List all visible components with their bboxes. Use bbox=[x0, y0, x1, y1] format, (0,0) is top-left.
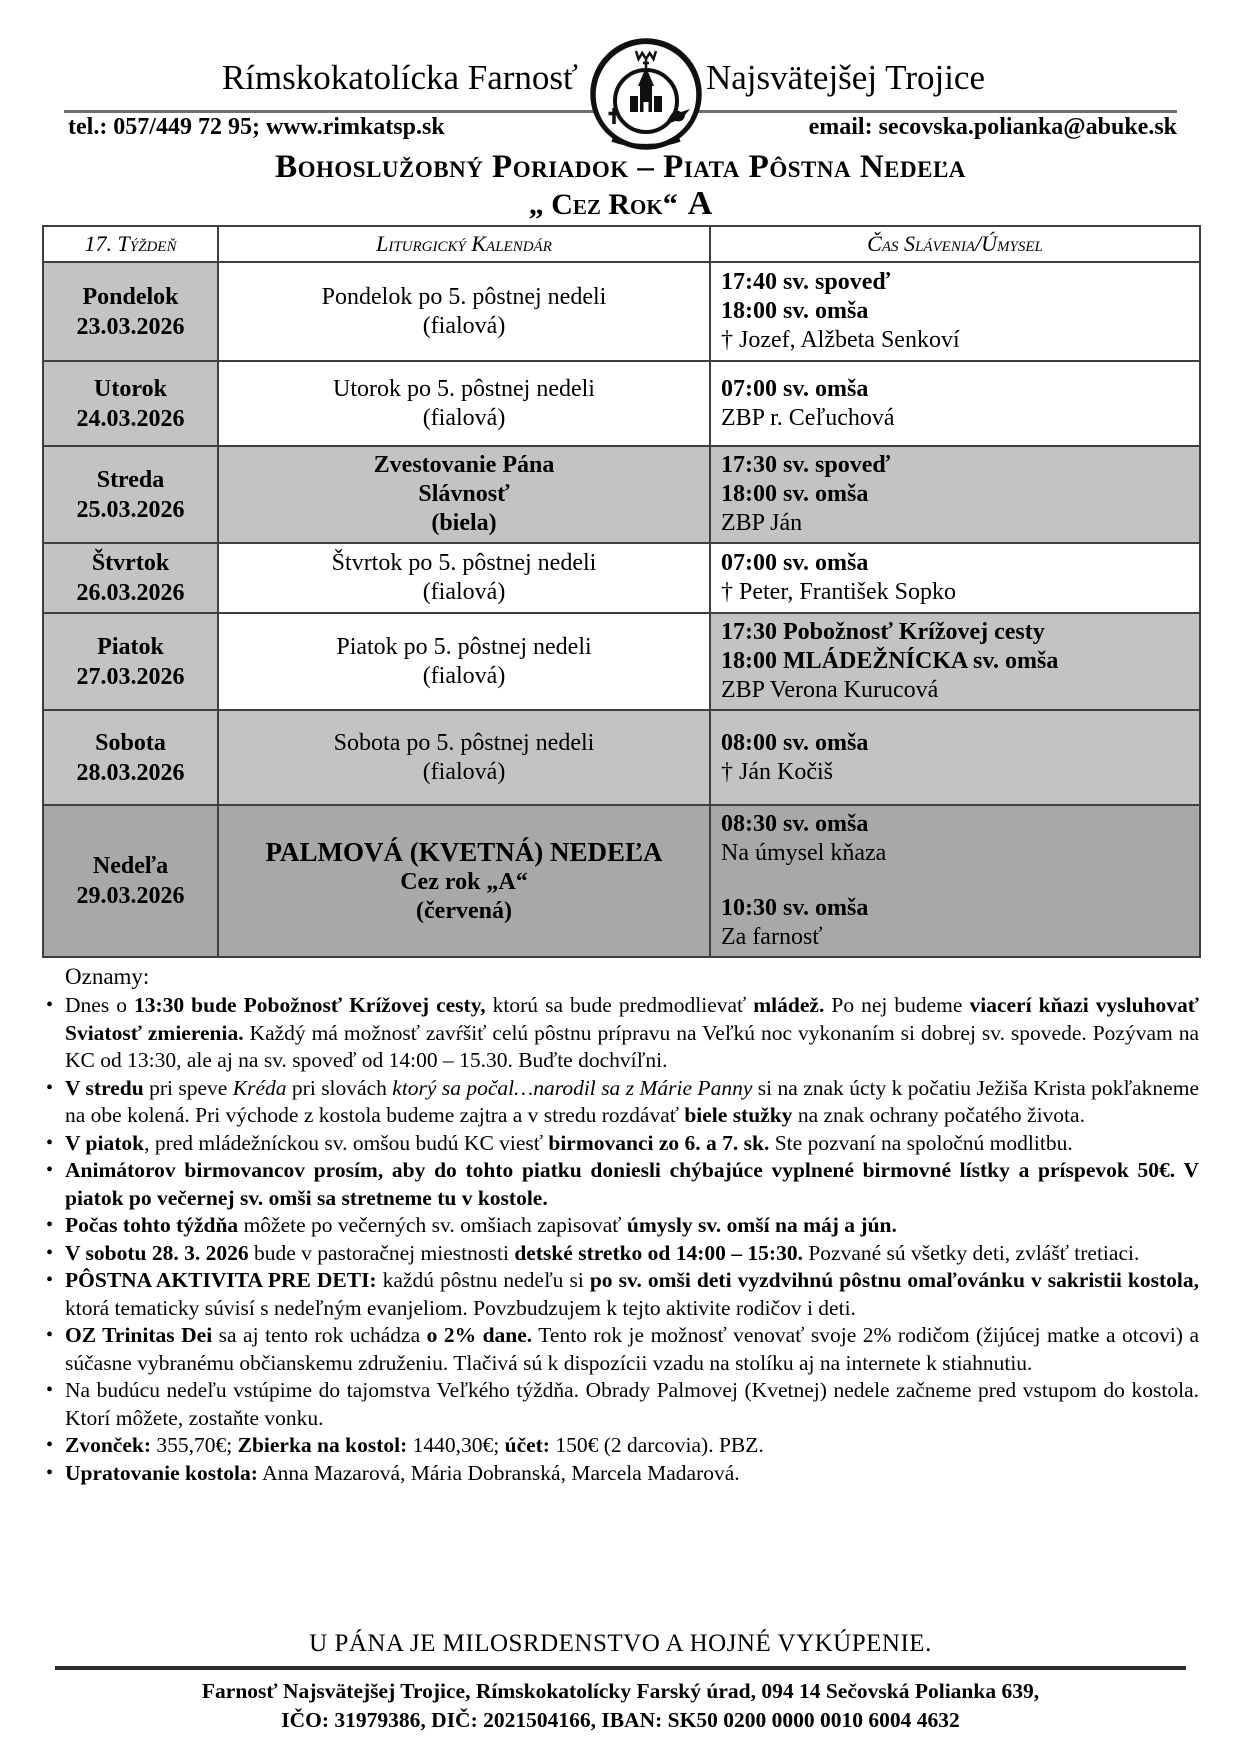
day-date: 28.03.2026 bbox=[76, 759, 185, 786]
day-date: 27.03.2026 bbox=[76, 663, 185, 690]
announcement-text-segment: o 2% dane. bbox=[426, 1323, 533, 1347]
announcement-text-segment: úmysly sv. omší na máj a jún. bbox=[626, 1213, 897, 1237]
header-calendar: Liturgický Kalendár bbox=[218, 226, 710, 262]
intention-line: ZBP Ján bbox=[721, 510, 803, 536]
day-date: 29.03.2026 bbox=[76, 883, 185, 909]
day-date: 25.03.2026 bbox=[76, 496, 185, 523]
announcement-item bbox=[42, 1432, 1199, 1460]
announcement-text-segment: na znak ochrany počatého života. bbox=[792, 1103, 1085, 1127]
announcement-text-segment: účet: bbox=[504, 1433, 550, 1457]
announcement-text-segment: viacerí kňazi vysluhovať Sviatosť zmierenia. bbox=[65, 993, 1200, 1045]
email-line: email: secovska.polianka@abuke.sk bbox=[808, 114, 1177, 140]
day-date: 24.03.2026 bbox=[76, 405, 185, 432]
day-name: Utorok bbox=[94, 375, 167, 402]
calendar-line: Pondelok po 5. pôstnej nedeli bbox=[321, 283, 607, 310]
announcement-text-segment: Pozvané sú všetky deti, zvlášť tretiaci. bbox=[802, 1240, 1140, 1265]
intention-line: ZBP Verona Kurucová bbox=[721, 677, 939, 703]
announcements-section bbox=[42, 962, 1199, 1487]
announcement-text-segment: bude v pastoračnej miestnosti bbox=[248, 1240, 515, 1265]
day-name: Nedeľa bbox=[92, 853, 169, 879]
announcement-text-segment: Tento rok je možnosť venovať svoje 2% rodičom (žijúcej matke a otcovi) a súčasne vybranému občianskemu združeniu. Tlačivá sú k dispozícii vzadu na stolíku aj na internete k stiahnutiu. bbox=[65, 1323, 1199, 1375]
header-time: Čas Slávenia/Úmysel bbox=[710, 226, 1200, 262]
org-name-right: Najsvätejšej Trojice bbox=[706, 58, 985, 97]
intention-line: † Peter, František Sopko bbox=[721, 579, 957, 605]
day-date: 23.03.2026 bbox=[76, 313, 185, 340]
announcements-heading: Oznamy: bbox=[65, 964, 150, 989]
bulletin-title: Bohoslužobný Poriadok – Piata Pôstna Nedeľa bbox=[275, 149, 966, 185]
mass-time-line: 17:30 Pobožnosť Krížovej cesty bbox=[721, 619, 1045, 645]
announcement-text-segment: 13:30 bude Pobožnosť Krížovej cesty, bbox=[134, 993, 486, 1017]
schedule-row-saturday bbox=[43, 710, 1200, 805]
announcement-text-segment: birmovanci zo 6. a 7. sk. bbox=[548, 1130, 770, 1155]
intention-line: † Jozef, Alžbeta Senkoví bbox=[721, 327, 960, 353]
calendar-line: Sobota po 5. pôstnej nedeli bbox=[333, 729, 595, 756]
subtitle-quote: „ Cez Rok“ bbox=[528, 188, 678, 221]
time-spacer bbox=[721, 868, 1195, 894]
announcement-item bbox=[42, 1240, 1199, 1268]
mass-time-line: 17:30 sv. spoveď bbox=[721, 452, 890, 478]
announcement-text-segment: mládež. bbox=[753, 993, 825, 1017]
footer-address-line: Farnosť Najsvätejšej Trojice, Rímskokatolícky Farský úrad, 094 14 Sečovská Polianka 639, bbox=[201, 1679, 1040, 1703]
announcement-text-segment: PÔSTNA AKTIVITA PRE DETI: bbox=[65, 1268, 377, 1292]
schedule-row-monday bbox=[43, 262, 1200, 361]
day-name: Pondelok bbox=[82, 283, 179, 310]
mass-time-line: 18:00 sv. omša bbox=[721, 298, 869, 324]
announcement-text-segment: pri slovách bbox=[286, 1075, 393, 1100]
feast-line: PALMOVÁ (KVETNÁ) NEDEĽA bbox=[265, 837, 663, 867]
footer-divider bbox=[55, 1666, 1186, 1670]
announcement-text-segment: biele stužky bbox=[684, 1103, 793, 1127]
intention-line: Na úmysel kňaza bbox=[721, 840, 887, 866]
announcement-item bbox=[42, 1460, 1199, 1488]
org-name-left: Rímskokatolícka Farnosť bbox=[221, 58, 578, 97]
mass-time-line: 08:00 sv. omša bbox=[721, 729, 869, 756]
trinity-church-logo-icon bbox=[588, 36, 704, 160]
announcements-list bbox=[42, 992, 1199, 1487]
announcement-text-segment: po sv. omši deti vyzdvihnú pôstnu omaľovánku v sakristii kostola, bbox=[589, 1268, 1199, 1292]
announcement-text-segment: Upratovanie kostola: bbox=[65, 1460, 258, 1485]
intention-line: Za farnosť bbox=[721, 924, 823, 950]
feast-line: Slávnosť bbox=[418, 481, 510, 507]
announcement-item bbox=[42, 1377, 1199, 1432]
announcement-text-segment: V stredu bbox=[65, 1075, 144, 1100]
announcement-item bbox=[42, 1267, 1199, 1322]
announcement-text-segment: Dnes o bbox=[65, 993, 134, 1017]
calendar-line: Štvrtok po 5. pôstnej nedeli bbox=[331, 550, 597, 576]
announcement-item bbox=[42, 1157, 1199, 1212]
announcement-text-segment: každú pôstnu nedeľu si bbox=[376, 1268, 590, 1292]
announcement-item bbox=[42, 992, 1199, 1075]
schedule-row-thursday bbox=[43, 543, 1200, 613]
intention-line: ZBP r. Ceľuchová bbox=[721, 404, 895, 431]
schedule-header-row bbox=[43, 226, 1200, 262]
announcement-text-segment: 150€ (2 darcovia). PBZ. bbox=[549, 1433, 764, 1457]
announcement-text-segment: pri speve bbox=[143, 1075, 233, 1100]
feast-line: Cez rok „A“ bbox=[400, 869, 528, 895]
feast-line: (červená) bbox=[416, 898, 512, 924]
calendar-line: Utorok po 5. pôstnej nedeli bbox=[333, 375, 595, 402]
announcement-item bbox=[42, 1075, 1199, 1130]
announcement-text-segment: V piatok bbox=[65, 1130, 145, 1155]
announcement-item bbox=[42, 1322, 1199, 1377]
announcement-text-segment: si na znak úcty k počatiu Ježiša Krista pokľakneme na obe kolená. Pri východe z kostola budeme zajtra a v stredu rozdávať bbox=[65, 1075, 1199, 1127]
day-name: Sobota bbox=[95, 729, 166, 756]
announcement-text-segment: ktorá tematicky súvisí s nedeľným evanjeliom. Povzbudzujem k tejto aktivite rodičov i deti. bbox=[65, 1295, 856, 1320]
masthead bbox=[0, 0, 1241, 148]
schedule-row-tuesday bbox=[43, 361, 1200, 446]
phone-website-line: tel.: 057/449 72 95; www.rimkatsp.sk bbox=[68, 114, 445, 140]
feast-line: (biela) bbox=[431, 510, 497, 536]
announcement-text-segment: Každý má možnosť zavŕšiť celú pôstnu prípravu na Veľkú noc vykonaním si dobrej sv. spovede. Pozývam na KC od 13:30, ale aj na sv. spoveď od 14:00 – 15.30. Buďte dochvíľni. bbox=[65, 1020, 1199, 1072]
announcement-text-segment: Na budúcu nedeľu vstúpime do tajomstva Veľkého týždňa. Obrady Palmovej (Kvetnej) nedele začneme pred vstupom do kostola. Ktorí môžete, zostaňte vonku. bbox=[65, 1378, 1199, 1430]
announcement-text-segment: 355,70€; bbox=[151, 1433, 238, 1457]
calendar-line: Piatok po 5. pôstnej nedeli bbox=[336, 633, 592, 660]
day-name: Streda bbox=[96, 466, 165, 493]
calendar-line: (fialová) bbox=[422, 404, 506, 431]
schedule-row-friday bbox=[43, 613, 1200, 710]
schedule-table bbox=[42, 225, 1201, 958]
announcement-text-segment: Po nej budeme bbox=[824, 993, 970, 1017]
schedule-row-wednesday bbox=[43, 446, 1200, 543]
announcement-text-segment: , pred mládežníckou sv. omšou budú KC viesť bbox=[144, 1130, 549, 1155]
day-date: 26.03.2026 bbox=[76, 580, 185, 606]
announcement-text-segment: Animátorov birmovancov prosím, aby do tohto piatku doniesli chýbajúce vyplnené birmovné lístky a príspevok 50€. V piatok po večernej sv. omši sa stretneme tu v kostole. bbox=[65, 1158, 1199, 1210]
footer-ids-line: IČO: 31979386, DIČ: 2021504166, IBAN: SK50 0200 0000 0010 6004 4632 bbox=[281, 1708, 960, 1732]
footer-motto: U PÁNA JE MILOSRDENSTVO A HOJNÉ VYKÚPENIE. bbox=[309, 1630, 932, 1657]
intention-line: † Ján Kočiš bbox=[721, 758, 833, 785]
calendar-line: (fialová) bbox=[422, 312, 506, 339]
feast-line: Zvestovanie Pána bbox=[373, 452, 555, 478]
mass-time-line: 07:00 sv. omša bbox=[721, 550, 869, 576]
announcement-text-segment: môžete po večerných sv. omšiach zapisovať bbox=[238, 1213, 627, 1237]
header-week: 17. Týždeň bbox=[43, 226, 218, 262]
announcement-item bbox=[42, 1130, 1199, 1158]
announcement-text-segment: V sobotu 28. 3. 2026 bbox=[65, 1240, 249, 1265]
mass-time-line: 10:30 sv. omša bbox=[721, 895, 869, 921]
footer bbox=[0, 1630, 1241, 1735]
mass-time-line: 18:00 MLÁDEŽNÍCKA sv. omša bbox=[721, 648, 1059, 674]
announcement-item bbox=[42, 1212, 1199, 1240]
announcement-text-segment: Počas tohto týždňa bbox=[65, 1213, 239, 1237]
mass-time-line: 08:30 sv. omša bbox=[721, 811, 869, 837]
announcement-text-segment: Zbierka na kostol: bbox=[237, 1433, 408, 1457]
announcement-text-segment: Kréda bbox=[232, 1075, 287, 1100]
announcement-text-segment: OZ Trinitas Dei bbox=[65, 1323, 213, 1347]
announcement-text-segment: Anna Mazarová, Mária Dobranská, Marcela Madarová. bbox=[257, 1460, 740, 1485]
calendar-line: (fialová) bbox=[422, 758, 506, 785]
day-name: Štvrtok bbox=[91, 550, 170, 576]
announcement-text-segment: detské stretko od 14:00 – 15:30. bbox=[514, 1240, 803, 1265]
announcement-text-segment: sa aj tento rok uchádza bbox=[212, 1323, 427, 1347]
mass-time-line: 17:40 sv. spoveď bbox=[721, 269, 890, 295]
schedule-row-sunday bbox=[43, 805, 1200, 957]
mass-time-line: 07:00 sv. omša bbox=[721, 375, 869, 402]
calendar-line: (fialová) bbox=[422, 579, 506, 605]
day-name: Piatok bbox=[97, 633, 164, 660]
bulletin-subtitle bbox=[0, 186, 1241, 223]
announcement-text-segment: Ste pozvaní na spoločnú modlitbu. bbox=[769, 1130, 1073, 1155]
subtitle-cycle-letter: A bbox=[687, 185, 713, 222]
mass-time-line: 18:00 sv. omša bbox=[721, 481, 869, 507]
calendar-line: (fialová) bbox=[422, 662, 506, 689]
announcement-text-segment: ktorú sa bude predmodlievať bbox=[485, 993, 754, 1017]
announcement-text-segment: Zvonček: bbox=[65, 1433, 151, 1457]
announcement-text-segment: ktorý sa počal…narodil sa z Márie Panny bbox=[392, 1075, 753, 1100]
announcement-text-segment: 1440,30€; bbox=[407, 1433, 505, 1457]
